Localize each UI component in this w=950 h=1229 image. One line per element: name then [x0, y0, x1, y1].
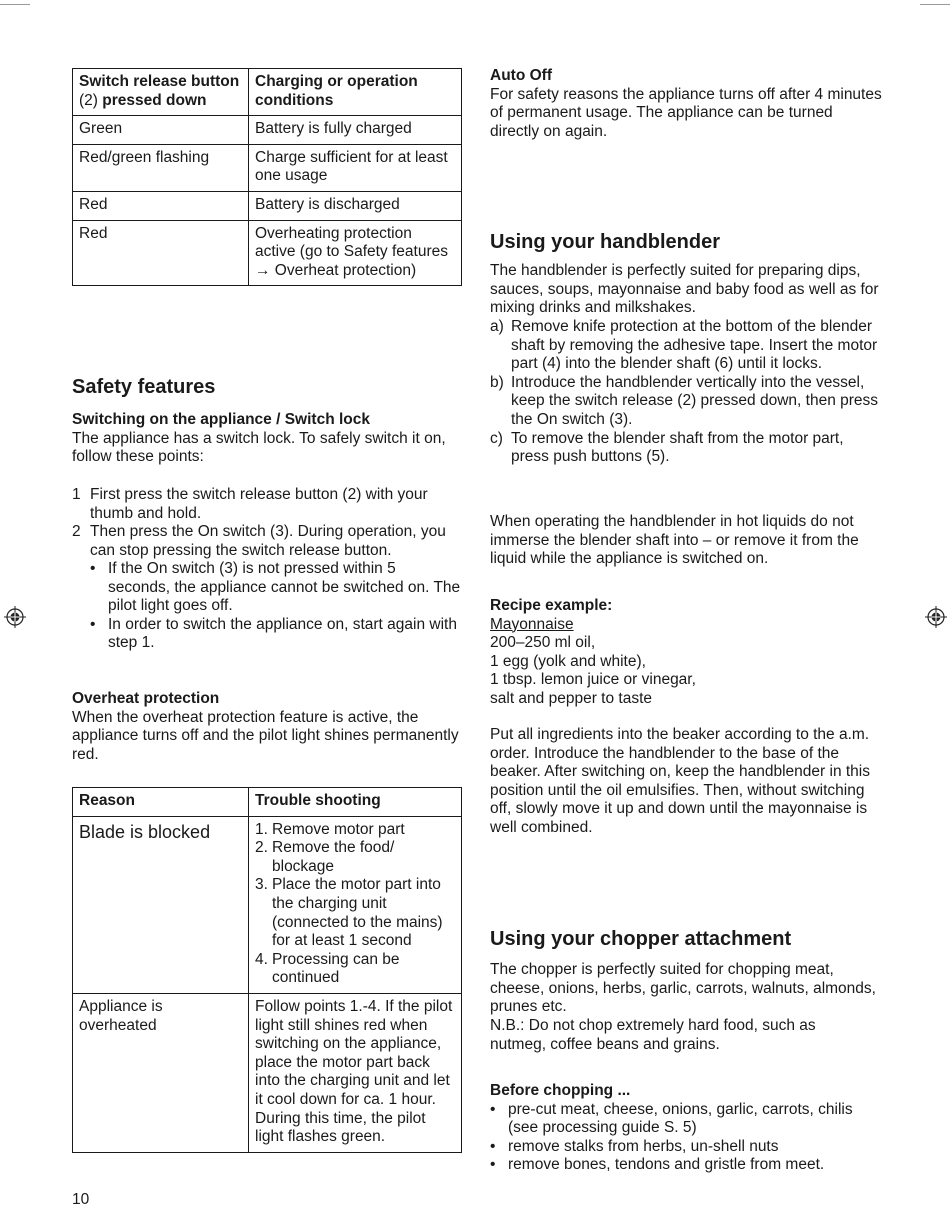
- recipe-name: Mayonnaise: [490, 615, 574, 633]
- table-cell: [249, 816, 462, 993]
- subheading: Before chopping ...: [490, 1082, 631, 1099]
- subheading: Overheat protection: [72, 690, 220, 707]
- paragraph: When operating the handblender in hot liquids do not immerse the blender shaft into – or remove it from the liquid while the appliance is switched on.: [490, 513, 859, 568]
- table-row: [73, 191, 462, 220]
- registration-mark-icon: [4, 606, 26, 628]
- auto-off-section: [490, 67, 885, 141]
- crop-mark-right: [920, 4, 950, 5]
- list-item: • remove stalks from herbs, un-shell nuts: [490, 1137, 779, 1155]
- table-cell: Red/green flashing: [73, 144, 249, 191]
- section-title: Using your chopper attachment: [490, 928, 792, 950]
- list-item: • remove bones, tendons and gristle from meet.: [490, 1156, 825, 1174]
- paragraph: For safety reasons the appliance turns off after 4 minutes of permanent usage. The appliance can be turned directly on again.: [490, 85, 882, 140]
- bullet-icon: •: [490, 1100, 496, 1118]
- table-cell: Battery is fully charged: [249, 116, 462, 145]
- recipe-section: [490, 597, 885, 709]
- subheading: Auto Off: [490, 67, 552, 84]
- trouble-steps-list: [255, 821, 455, 988]
- before-chopping-section: [490, 1082, 886, 1175]
- table-header-cell: Reason: [73, 788, 249, 817]
- table-cell: Blade is blocked: [73, 816, 249, 993]
- table-cell: Charge sufficient for at least one usage: [249, 144, 462, 191]
- trouble-table: [72, 787, 462, 1153]
- bullet-icon: •: [490, 1156, 496, 1174]
- subheading: Switching on the appliance / Switch lock: [72, 411, 370, 428]
- table-header-cell: Switch release button (2) pressed down: [73, 69, 249, 116]
- table-row: [73, 144, 462, 191]
- list-item: c) To remove the blender shaft from the motor part, press push buttons (5).: [490, 429, 844, 466]
- table-row: [73, 116, 462, 145]
- list-item: a) Remove knife protection at the bottom of the blender shaft by removing the adhesive tape. Insert the motor part (4) into the blender shaft (6) until it locks.: [490, 318, 878, 373]
- table-cell: Follow points 1.-4. If the pilot light still shines red when switching on the appliance, place the motor part back into the charging unit and let it cool down for ca. 1 hour. During this time, the pilot light flashes green.: [249, 993, 462, 1152]
- list-item: b) Introduce the handblender vertically into the vessel, keep the switch release (2) pressed down, then press the On switch (3).: [490, 373, 879, 428]
- paragraph: The appliance has a switch lock. To safely switch it on, follow these points:: [72, 429, 446, 466]
- paragraph: Put all ingredients into the beaker according to the a.m. order. Introduce the handblender to the base of the beaker. After switching on, keep the handblender in this position until the oil emulsifies. Then, without switching off, slowly move it up and down until the mayonnaise is well combined.: [490, 726, 870, 836]
- switch-steps-list: [72, 486, 462, 560]
- ingredient: 1 tbsp. lemon juice or vinegar,: [490, 671, 696, 689]
- table-cell: Overheating protection active (go to Safety features → Overheat protection): [249, 220, 462, 286]
- table-cell: Green: [73, 116, 249, 145]
- table-header-cell: Trouble shooting: [249, 788, 462, 817]
- bullet-icon: •: [90, 615, 96, 633]
- crop-mark-left: [0, 4, 30, 5]
- list-item: 4. Processing can be continued: [255, 950, 400, 987]
- list-item: 1 First press the switch release button (2) with your thumb and hold.: [72, 486, 428, 522]
- table-row: [73, 993, 462, 1152]
- list-item: • In order to switch the appliance on, start again with step 1.: [90, 615, 457, 652]
- list-item: 1. Remove motor part: [255, 820, 405, 838]
- section-title: Safety features: [72, 376, 216, 398]
- status-table: [72, 68, 462, 286]
- bullet-icon: •: [90, 560, 96, 577]
- paragraph: The handblender is perfectly suited for preparing dips, sauces, soups, mayonnaise and baby food as well as for mixing drinks and milkshakes.: [490, 262, 879, 317]
- paragraph: The chopper is perfectly suited for chopping meat, cheese, onions, herbs, garlic, carrots, walnuts, almonds, prunes etc.: [490, 961, 876, 1016]
- bullet-icon: •: [490, 1137, 496, 1155]
- registration-mark-icon: [925, 606, 947, 628]
- list-item: 2 Then press the On switch (3). During operation, you can stop pressing the switch release button.: [72, 523, 446, 559]
- table-cell: Red: [73, 191, 249, 220]
- switch-notes-list: [72, 560, 462, 653]
- ingredient: salt and pepper to taste: [490, 689, 653, 707]
- ingredient: 200–250 ml oil,: [490, 634, 596, 652]
- overheat-section: [72, 690, 462, 764]
- before-chopping-list: [490, 1101, 886, 1175]
- table-cell: Appliance is overheated: [73, 993, 249, 1152]
- list-item: • If the On switch (3) is not pressed within 5 seconds, the appliance cannot be switched on. The pilot light goes off.: [90, 560, 461, 615]
- table-row: [73, 816, 462, 993]
- list-item: 3. Place the motor part into the charging unit (connected to the mains) for at least 1 second: [255, 876, 443, 950]
- table-row: [73, 220, 462, 286]
- paragraph: When the overheat protection feature is active, the appliance turns off and the pilot light shines permanently red.: [72, 708, 459, 763]
- ingredient: 1 egg (yolk and white),: [490, 652, 646, 670]
- handblender-steps-list: [490, 318, 882, 467]
- list-item: 2. Remove the food/ blockage: [255, 839, 395, 875]
- section-title: Using your handblender: [490, 231, 721, 253]
- table-header-row: [73, 788, 462, 817]
- paragraph: N.B.: Do not chop extremely hard food, such as nutmeg, coffee beans and grains.: [490, 1017, 816, 1053]
- table-cell: Battery is discharged: [249, 191, 462, 220]
- switch-lock-section: [72, 411, 462, 467]
- list-item: • pre-cut meat, cheese, onions, garlic, carrots, chilis (see processing guide S. 5): [490, 1100, 853, 1137]
- page-number: 10: [72, 1191, 90, 1208]
- table-header-cell: Charging or operation conditions: [249, 69, 462, 116]
- table-header-row: [73, 69, 462, 116]
- subheading: Recipe example:: [490, 597, 613, 614]
- table-cell: Red: [73, 220, 249, 286]
